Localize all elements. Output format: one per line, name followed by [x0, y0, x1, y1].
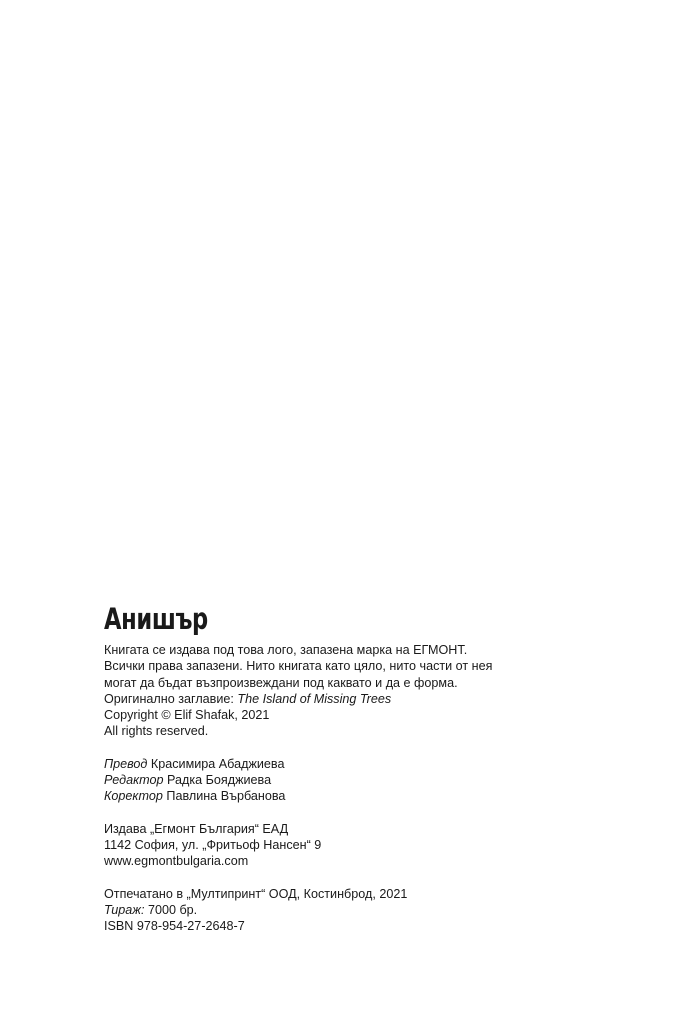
rights-line-2: Всички права запазени. Нито книгата като цяло, нито части от нея [104, 659, 493, 674]
imprint-block [104, 602, 664, 934]
circulation-value: 7000 бр. [147, 902, 198, 917]
rights-section [104, 642, 664, 740]
printed-by: Отпечатано в „Мултипринт“ ООД, Костинброд, 2021 [104, 886, 408, 901]
credit-name: Красимира Абаджиева [150, 756, 285, 771]
publisher-section [104, 821, 664, 870]
publisher-website: www.egmontbulgaria.com [104, 854, 249, 869]
credit-role: Редактор [104, 773, 164, 788]
credit-role: Коректор [104, 789, 163, 804]
circulation-label: Тираж: [104, 902, 145, 917]
original-title: The Island of Missing Trees [237, 691, 392, 706]
isbn: ISBN 978-954-27-2648-7 [104, 919, 245, 934]
credits-section [104, 756, 664, 805]
printing-section [104, 886, 664, 935]
circulation-line [104, 902, 664, 918]
rights-line-1: Книгата се издава под това лого, запазена марка на ЕГМОНТ. [104, 643, 468, 657]
credit-line [104, 772, 664, 788]
copyright-line: Copyright © Elif Shafak, 2021 [104, 708, 270, 723]
original-title-label: Оригинално заглавие: [104, 691, 234, 706]
rights-line-3: могат да бъдат възпроизвеждани под каквато и да е форма. [104, 675, 458, 690]
publisher-address: 1142 София, ул. „Фритьоф Нансен“ 9 [104, 837, 322, 852]
publisher-logo: Анишър [104, 602, 208, 636]
credit-role: Превод [104, 756, 148, 771]
credit-name: Павлина Върбанова [166, 789, 286, 804]
credit-name: Радка Бояджиева [167, 773, 272, 788]
credit-line [104, 788, 664, 804]
publisher-name: Издава „Егмонт България“ ЕАД [104, 821, 289, 836]
original-title-line [104, 691, 664, 707]
all-rights-reserved: All rights reserved. [104, 724, 209, 739]
credit-line [104, 756, 664, 772]
